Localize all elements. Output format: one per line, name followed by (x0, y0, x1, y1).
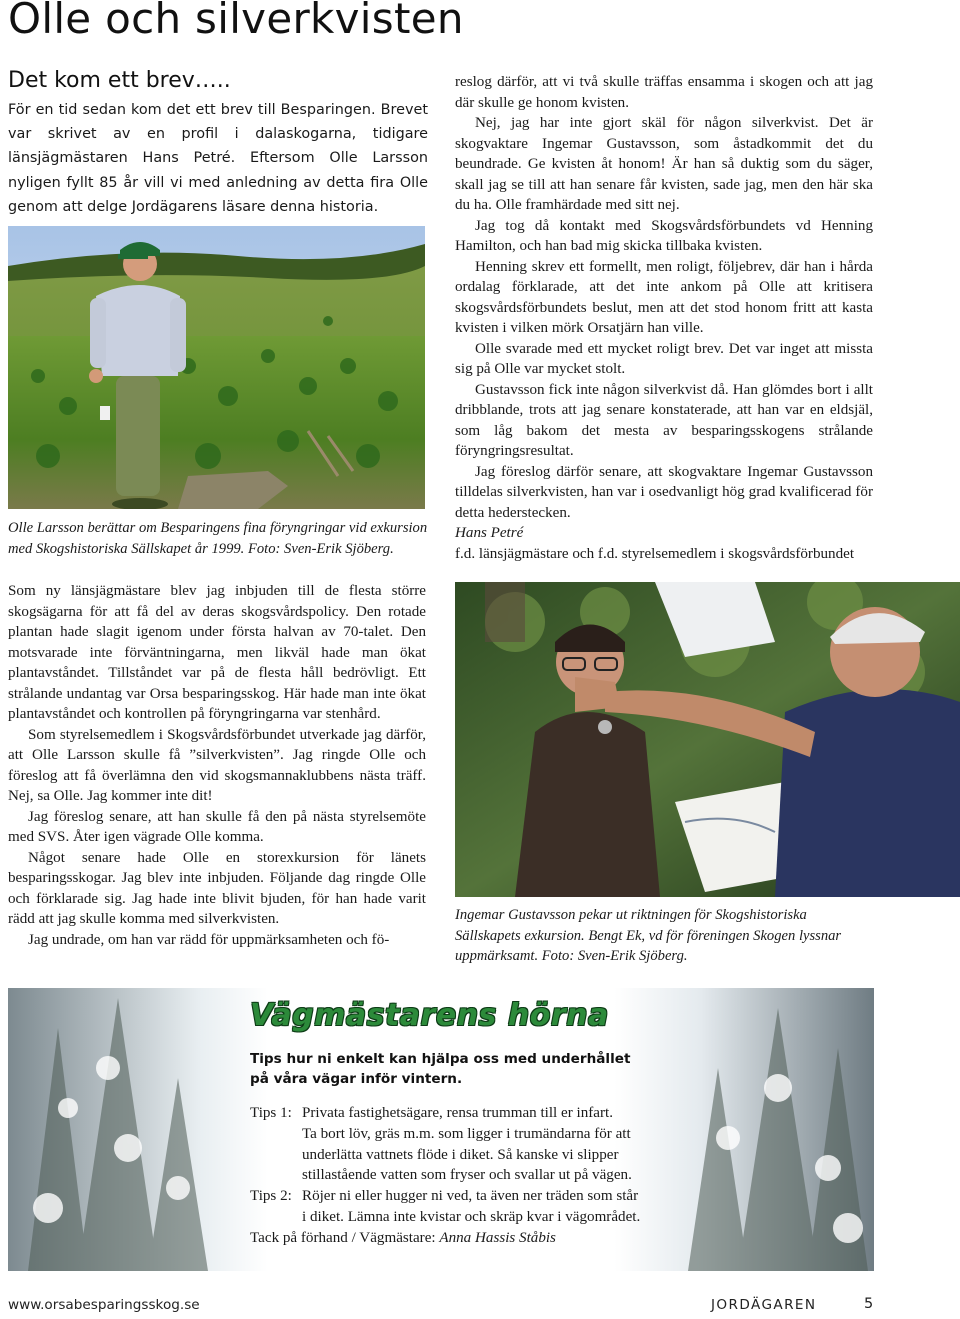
paragraph: Jag tog då kontakt med Skogsvårdsförbundets vd Henning Hamilton, och han bad mig skicka tillbaka kvisten. (455, 217, 873, 254)
paragraph: reslog därför, att vi två skulle träffas ensamma i skogen och att jag där skulle ge honom kvisten. (455, 74, 873, 111)
box-thanks (250, 1230, 670, 1247)
tip-item (250, 1103, 670, 1186)
photo-olle-in-forest (8, 226, 425, 509)
footer-website-link[interactable]: www.orsabesparingsskog.se (8, 1297, 200, 1313)
left-column-text (8, 581, 426, 950)
tip-line: Privata fastighetsägare, rensa trumman till er infart. (302, 1105, 613, 1121)
footer-magazine-name: JORDÄGAREN (711, 1297, 817, 1313)
paragraph: Olle svarade med ett mycket roligt brev. Det var inget att missta sig på Olle var mycket stolt. (455, 340, 873, 377)
signature-name: Hans Petré (455, 525, 524, 541)
paragraph: Jag föreslog senare, att han skulle få den på nästa styrelsemöte med SVS. Åter igen vägrade Olle komma. (8, 808, 426, 845)
tip-line: i diket. Lämna inte kvistar och skräp kvar i vägområdet. (302, 1208, 641, 1225)
signature-title: f.d. länsjägmästare och f.d. styrelsemedlem i skogsvårdsförbundet (455, 545, 855, 562)
box-subtitle: Tips hur ni enkelt kan hjälpa oss med underhållet på våra vägar inför vintern. (250, 1051, 631, 1087)
paragraph: Som styrelsemedlem i Skogsvårdsförbundet utverkade jag därför, att Olle Larsson skulle få ”silverkvisten”. Jag ringde Olle och föreslog att få överlämna den vid skogsmannaklubbens nästa träff. Nej, sa Olle. Jag kommer inte dit! (8, 726, 426, 804)
paragraph: Jag föreslog därför senare, att skogvaktare Ingemar Gustavsson tilldelas silverkvisten, han var i osedvanligt hög grad kvalificerad för detta hederstecken. (455, 463, 873, 521)
thanks-name: Anna Hassis Ståbis (439, 1229, 556, 1246)
paragraph: Nej, jag har inte gjort skäl för någon silverkvist. Det är skogvaktare Ingemar Gustavsson, som åstadkommit det du beundrade. Ge kvisten åt honom! Är han så duktig som du säger, skall jag se till att han senare får kvisten, sade jag, men den här ska du ha. Olle framhärdade med sitt nej. (455, 115, 873, 213)
intro-text: För en tid sedan kom det ett brev till Besparingen. Brevet var skrivet av en profil i dalaskogarna, tidigare länsjägmästaren Hans Petré. Eftersom Olle Larsson nyligen fyllt 85 år vill vi med anledning av detta fira Olle genom att delge Jordägarens läsare denna historia. (8, 102, 428, 215)
right-column-text (455, 72, 873, 564)
paragraph: Jag undrade, om han var rädd för uppmärksamheten och fö- (28, 931, 390, 948)
tip-line: Ta bort löv, gräs m.m. som ligger i trumändarna för att (302, 1125, 631, 1142)
tip-line: underlätta vattnets flöde i diket. Så kanske vi slipper (302, 1146, 619, 1163)
tip-line: Röjer ni eller hugger ni ved, ta även ner träden som står (302, 1188, 639, 1205)
paragraph: Något senare hade Olle en storexkursion för länets besparingsskogar. Jag blev inte inbjuden. Följande dag ringde Olle och förklarade sig. Jag hade inte blivit bjuden, för han hade varit rädd att jag skulle komma med silverkvisten. (8, 849, 426, 927)
article-title: Olle och silverkvisten (8, 0, 464, 43)
tip-line: stillastående vatten som fryser och svallar ut på vägen. (302, 1167, 632, 1184)
paragraph: Henning skrev ett formellt, men roligt, följebrev, där han i hårda ordalag förklarade, att det inte ankom på Olle att kritisera skogsvårdsförbundets beslut, men att det stod honom fritt att kasta kvisten i vilken mörk Orsatjärn han ville. (455, 258, 873, 336)
tip-label: Tips 1: (250, 1105, 292, 1121)
thanks-prefix: Tack på förhand / Vägmästare: (250, 1229, 440, 1246)
intro-heading: Det kom ett brev….. (8, 68, 231, 93)
tips-list (250, 1103, 670, 1228)
tip-item (250, 1186, 670, 1228)
road-master-corner-box (8, 988, 874, 1271)
paragraph: Som ny länsjägmästare blev jag inbjuden till de flesta större skogsägarna för att få del av deras skogsvårdspolicy. Den rotade plantan hade slagit igenom under första halvan av 70-talet. Den motsvarade inte förväntningarna, men likväl hade man ökat plantavståndet. Tillståndet var på de flesta håll bedrövligt. Ett strålande undantag var Orsa besparingsskog. Här hade man inte ökat plantavståndet och kontrollen på föryngringarna var stenhård. (8, 583, 426, 722)
paragraph: Gustavsson fick inte någon silverkvist då. Han glömdes bort i allt dribblande, trots att jag senare konstaterade, att han var en eldsjäl, som låg bakom det mesta av besparingsskogens strålande föryngringsresultat. (455, 381, 873, 459)
photo-gustavsson-pointing (455, 582, 960, 897)
photo-1-caption: Olle Larsson berättar om Besparingens fina föryngringar vid exkursion med Skogshistoriska Sällskapet år 1999. Foto: Sven-Erik Sjöberg. (8, 520, 428, 557)
page-number: 5 (864, 1296, 874, 1312)
tip-label: Tips 2: (250, 1188, 292, 1205)
photo-2-caption: Ingemar Gustavsson pekar ut riktningen för Skogshistoriska Sällskapets exkursion. Bengt Ek, vd för föreningen Skogen lyssnar uppmärksamt. Foto: Sven-Erik Sjöberg. (455, 907, 842, 964)
box-title: Vägmästarens hörna (250, 998, 609, 1033)
